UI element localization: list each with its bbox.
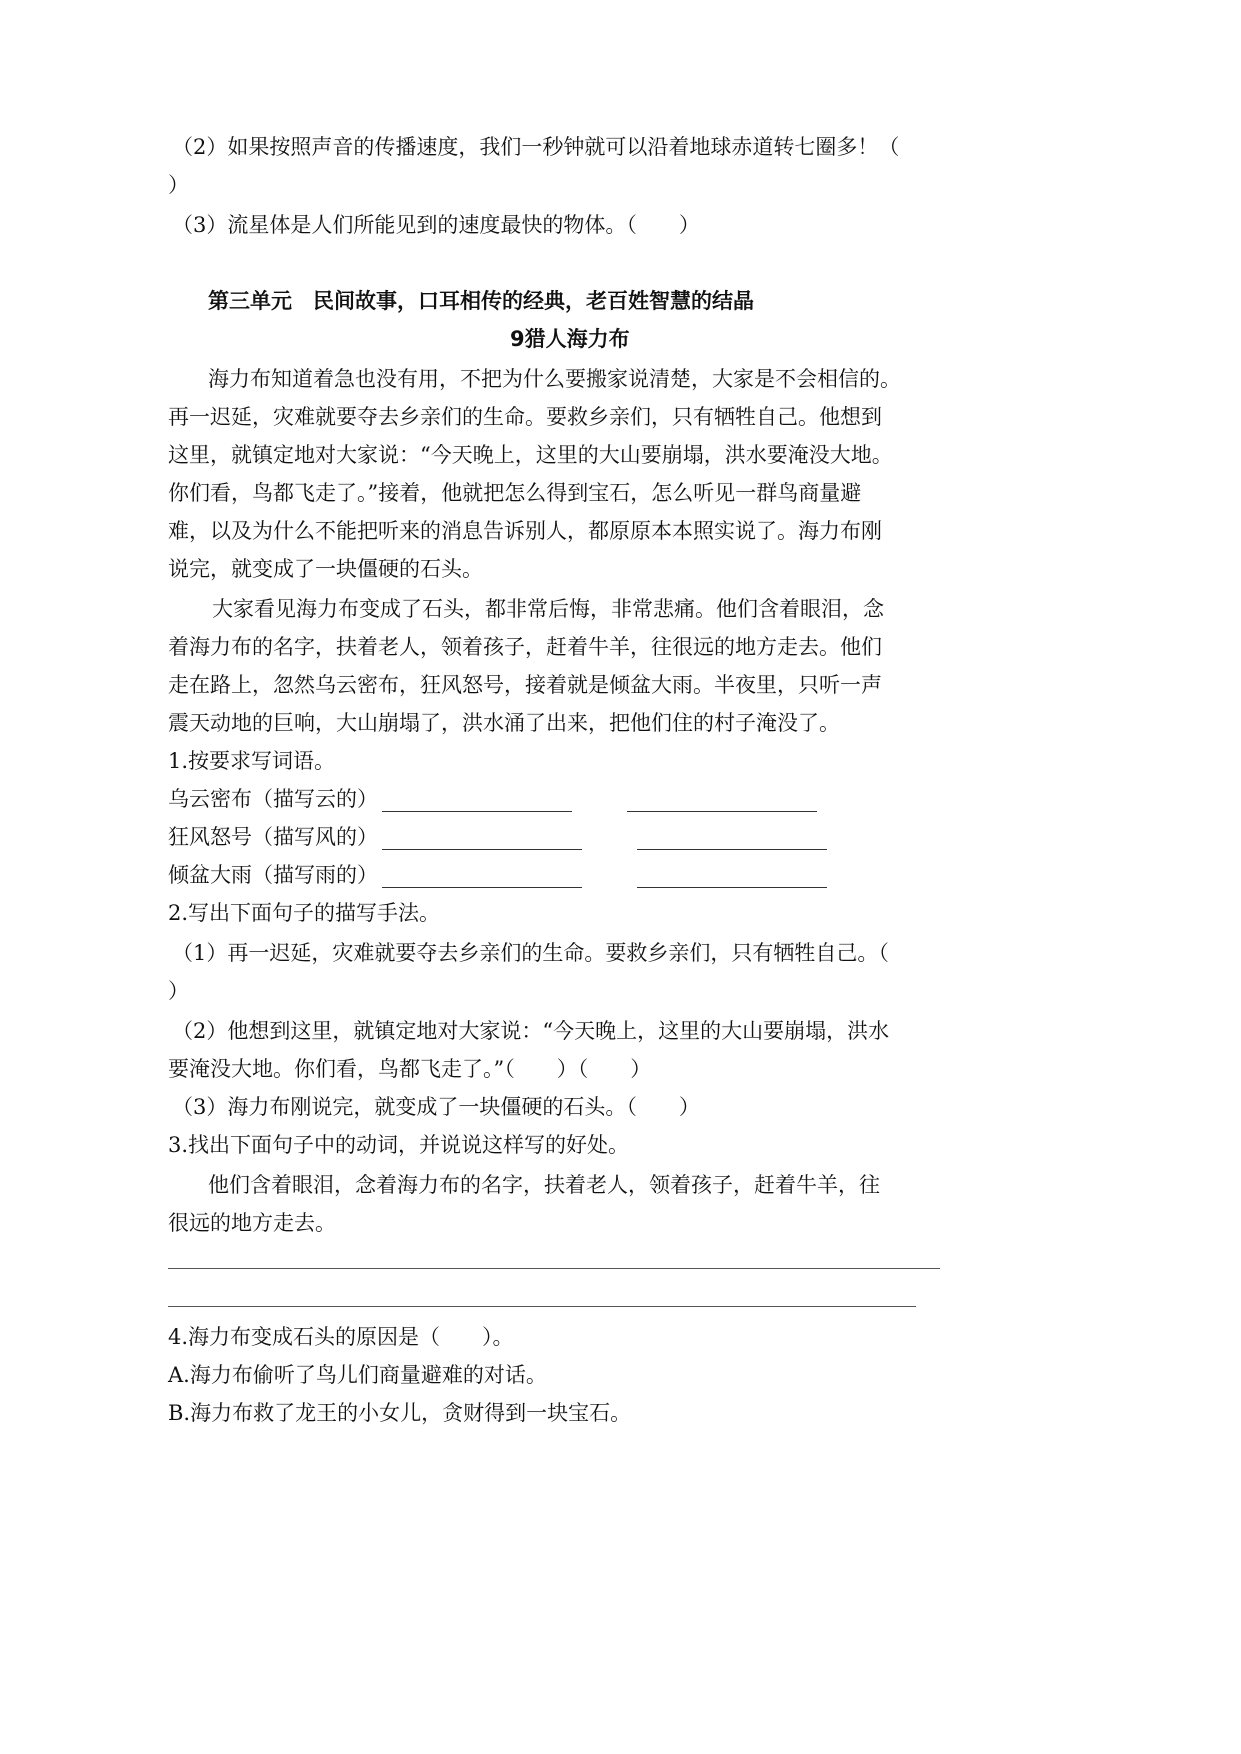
- question-title: 4.海力布变成石头的原因是（ ）。: [168, 1325, 514, 1349]
- answer-blank[interactable]: [382, 867, 582, 888]
- passage-line: 走在路上，忽然乌云密布，狂风怒号，接着就是倾盆大雨。半夜里，只听一声: [168, 673, 882, 697]
- passage-line: 难，以及为什么不能把听来的消息告诉别人，都原原本本照实说了。海力布刚: [168, 519, 882, 543]
- passage-line: 说完，就变成了一块僵硬的石头。: [168, 557, 483, 581]
- passage-line: 这里，就镇定地对大家说：“今天晚上，这里的大山要崩塌，洪水要淹没大地。: [168, 443, 893, 467]
- question-title: 2.写出下面句子的描写手法。: [168, 901, 441, 925]
- answer-blank[interactable]: [627, 791, 817, 812]
- answer-line[interactable]: [168, 1306, 916, 1307]
- answer-blank[interactable]: [637, 867, 827, 888]
- unit-title: 第三单元 民间故事，口耳相传的经典，老百姓智慧的结晶: [208, 289, 754, 313]
- passage-line: 海力布知道着急也没有用，不把为什么要搬家说清楚，大家是不会相信的。: [208, 367, 901, 391]
- word-prompt: 狂风怒号（描写风的）: [168, 825, 378, 849]
- answer-blank[interactable]: [382, 791, 572, 812]
- word-prompt: 倾盆大雨（描写雨的）: [168, 863, 378, 887]
- text-line: 要淹没大地。你们看，鸟都飞走了。”（ ）（ ）: [168, 1057, 652, 1081]
- text-line: （1）再一迟延，灾难就要夺去乡亲们的生命。要救乡亲们，只有牺牲自己。（: [172, 941, 889, 965]
- text-line: （2）他想到这里，就镇定地对大家说：“今天晚上，这里的大山要崩塌，洪水: [172, 1019, 890, 1043]
- word-prompt: 乌云密布（描写云的）: [168, 787, 378, 811]
- lesson-title: 9猎人海力布: [510, 327, 630, 351]
- text-line: （2）如果按照声音的传播速度，我们一秒钟就可以沿着地球赤道转七圈多！（: [172, 135, 900, 159]
- passage-line: 着海力布的名字，扶着老人，领着孩子，赶着牛羊，往很远的地方走去。他们: [168, 635, 882, 659]
- option-b: B.海力布救了龙王的小女儿，贪财得到一块宝石。: [168, 1401, 632, 1425]
- passage-line: 再一迟延，灾难就要夺去乡亲们的生命。要救乡亲们，只有牺牲自己。他想到: [168, 405, 882, 429]
- text-line: 他们含着眼泪，念着海力布的名字，扶着老人，领着孩子，赶着牛羊，往: [208, 1173, 880, 1197]
- answer-line[interactable]: [168, 1268, 940, 1269]
- prev-question-3: （3）流星体是人们所能见到的速度最快的物体。（ ）: [172, 213, 700, 237]
- passage-line: 大家看见海力布变成了石头，都非常后悔，非常悲痛。他们含着眼泪，念: [212, 597, 884, 621]
- passage-line: 震天动地的巨响，大山崩塌了，洪水涌了出来，把他们住的村子淹没了。: [168, 711, 840, 735]
- answer-blank[interactable]: [382, 829, 582, 850]
- answer-blank[interactable]: [637, 829, 827, 850]
- question-title: 3.找出下面句子中的动词，并说说这样写的好处。: [168, 1133, 630, 1157]
- question-title: 1.按要求写词语。: [168, 749, 336, 773]
- text-line: ）: [168, 173, 189, 197]
- passage-line: 你们看，鸟都飞走了。”接着，他就把怎么得到宝石，怎么听见一群鸟商量避: [168, 481, 862, 505]
- text-line: ）: [168, 979, 189, 1003]
- text-line: 很远的地方走去。: [168, 1211, 336, 1235]
- text-line: （3）海力布刚说完，就变成了一块僵硬的石头。（ ）: [172, 1095, 700, 1119]
- option-a: A.海力布偷听了鸟儿们商量避难的对话。: [168, 1363, 547, 1387]
